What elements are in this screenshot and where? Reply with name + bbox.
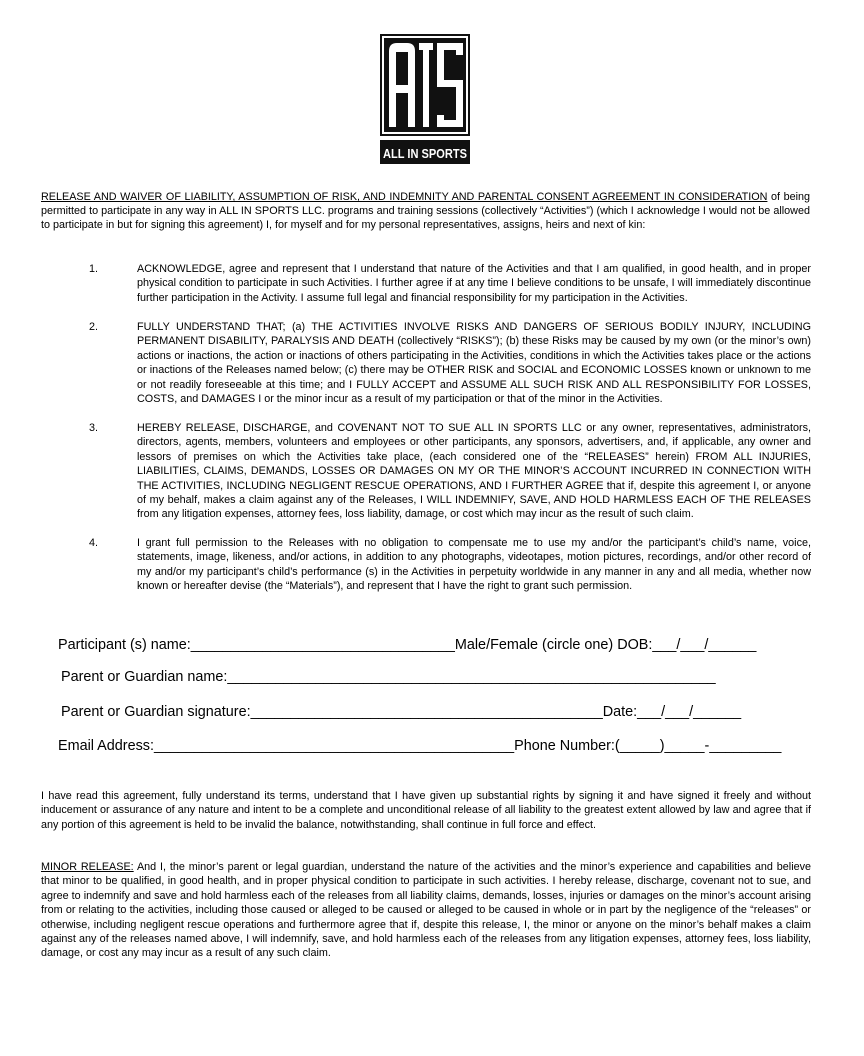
minor-release-paragraph bbox=[41, 860, 811, 961]
logo-caption: ALL IN SPORTS bbox=[383, 147, 467, 161]
item-text: ACKNOWLEDGE, agree and represent that I understand that nature of the Activities and that I am qualified, in good health, and in proper physical condition to participate in such Activities. I further agree if at any time I believe conditions to be unsafe, I will immediately discontinue further participation in the Activity. I assume full legal and financial responsibility for my participation in the Activities. bbox=[137, 263, 811, 304]
intro-body: of being permitted to participate in any way in ALL IN SPORTS LLC. programs and training sessions (collectively “Activities”) (which I acknowledge I would not be allowed to participate in but for signing this agreement) I, for myself and for my personal representatives, assigns, heirs and next of kin: bbox=[41, 191, 810, 232]
item-text: FULLY UNDERSTAND THAT; (a) THE ACTIVITIES INVOLVE RISKS AND DANGERS OF SERIOUS BODILY INJURY, INCLUDING PERMANENT DISABILITY, PARALYSIS AND DEATH (collectively “RISKS”); (b) these Risks may be caused by my own (or the minor’s own) actions or inactions, the action or inactions of others participating in the Activities, conditions in which the Activities takes place or the actions or inactions of the Releases named below; (c) there may be OTHER RISK and SOCIAL and ECONOMIC LOSSES known or unknown to me or not readily foreseeable at this time; and I FULLY ACCEPT and ASSUME ALL SUCH RISK AND ALL RESPONSIBILITY FOR LOSSES, COSTS, and DAMAGES I or the minor incur as a result of my participation or that of the minor in the Activities. bbox=[137, 321, 811, 406]
acknowledgement-paragraph: I have read this agreement, fully understand its terms, understand that I have given up substantial rights by signing it and have signed it freely and without inducement or assurance of any nature and intent to be a complete and unconditional release of all liability to the greatest extent allowed by law and agree that if any portion of this agreement is held to be invalid the balance, notwithstanding, shall continue in full force and effect. bbox=[41, 790, 811, 831]
participant-name-field[interactable]: Participant (s) name:_________________________________Male/Female (circle one) DOB:___/___/______ bbox=[58, 637, 757, 653]
item-number: 1. bbox=[89, 263, 99, 275]
item-text: I grant full permission to the Releases with no obligation to compensate me to use my and/or the participant’s child’s name, voice, statements, image, likeness, and/or actions, in addition to any photographs, videotapes, motion pictures, recordings, and/or other record of my and/or my participant’s child’s performance (s) in the Activities in perpetuity worldwide in any manner in any and all media, whether now known or hereafter devise (the “Materials”), and represent that I have the right to grant such permission. bbox=[137, 537, 811, 593]
item-number: 2. bbox=[89, 321, 99, 333]
company-logo bbox=[379, 33, 471, 165]
minor-release-label: MINOR RELEASE: bbox=[41, 861, 134, 873]
minor-release-body: And I, the minor’s parent or legal guardian, understand the nature of the activities and the minor’s experience and capabilities and believe that minor to be qualified, in good health, and in proper physical condition to participate in such activities. I hereby release, discharge, covenant not to sue, and agree to indemnify and save and hold harmless each of the releases from all liability claims, demands, losses, injuries or damages on the minor’s account arising from or relating to the activities, including those caused or alleged to be caused or alleged to be caused in whole or in part by the negligence of the “releases” or otherwise, including negligent rescue operations and furthermore agree that if, despite this release, I, the minor or anyone on the minor’s behalf makes a claim against any of the releases named above, I will indemnify, save, and hold harmless each of the releases from any litigation expenses, attorney fees, loss liability, damage, or cost any may incur as a result of any such claim. bbox=[41, 861, 812, 960]
intro-paragraph bbox=[41, 190, 810, 233]
item-text: HEREBY RELEASE, DISCHARGE, and COVENANT NOT TO SUE ALL IN SPORTS LLC or any owner, representatives, administrators, directors, agents, members, volunteers and employees or other participants, any sponsors, advertisers, and, if applicable, any owner and lessors of premises on which the Activities take place, (each considered one of the “RELEASES” herein) FROM ALL INJURIES, LIABILITIES, CLAIMS, DEMANDS, LOSSES OR DAMAGES ON MY OR THE MINOR’S ACCOUNT INCURRED IN CONNECTION WITH THE ACTIVITIES, INCLUDING NEGLIGENT RESCUE OPERATIONS, AND I FURTHER AGREE that if, despite this agreement I, or anyone of my behalf, makes a claim against any of the Releases, I WILL INDEMNIFY, SAVE, AND HOLD HARMLESS EACH OF THE RELEASES from any litigation expenses, attorney fees, loss liability, damage, or cost which may incur as the result of such claim. bbox=[137, 422, 811, 521]
guardian-name-field[interactable]: Parent or Guardian name:_____________________________________________________________ bbox=[61, 669, 716, 685]
agreement-heading: RELEASE AND WAIVER OF LIABILITY, ASSUMPTION OF RISK, AND INDEMNITY AND PARENTAL CONSENT AGREEMENT IN CONSIDERATION bbox=[41, 191, 768, 203]
ats-logo-icon bbox=[379, 33, 471, 165]
item-number: 3. bbox=[89, 422, 99, 434]
item-number: 4. bbox=[89, 537, 99, 549]
email-phone-field[interactable]: Email Address:_____________________________________________Phone Number:(_____)_____-_________ bbox=[58, 738, 782, 754]
guardian-signature-field[interactable]: Parent or Guardian signature:____________________________________________Date:___/___/______ bbox=[61, 704, 742, 720]
